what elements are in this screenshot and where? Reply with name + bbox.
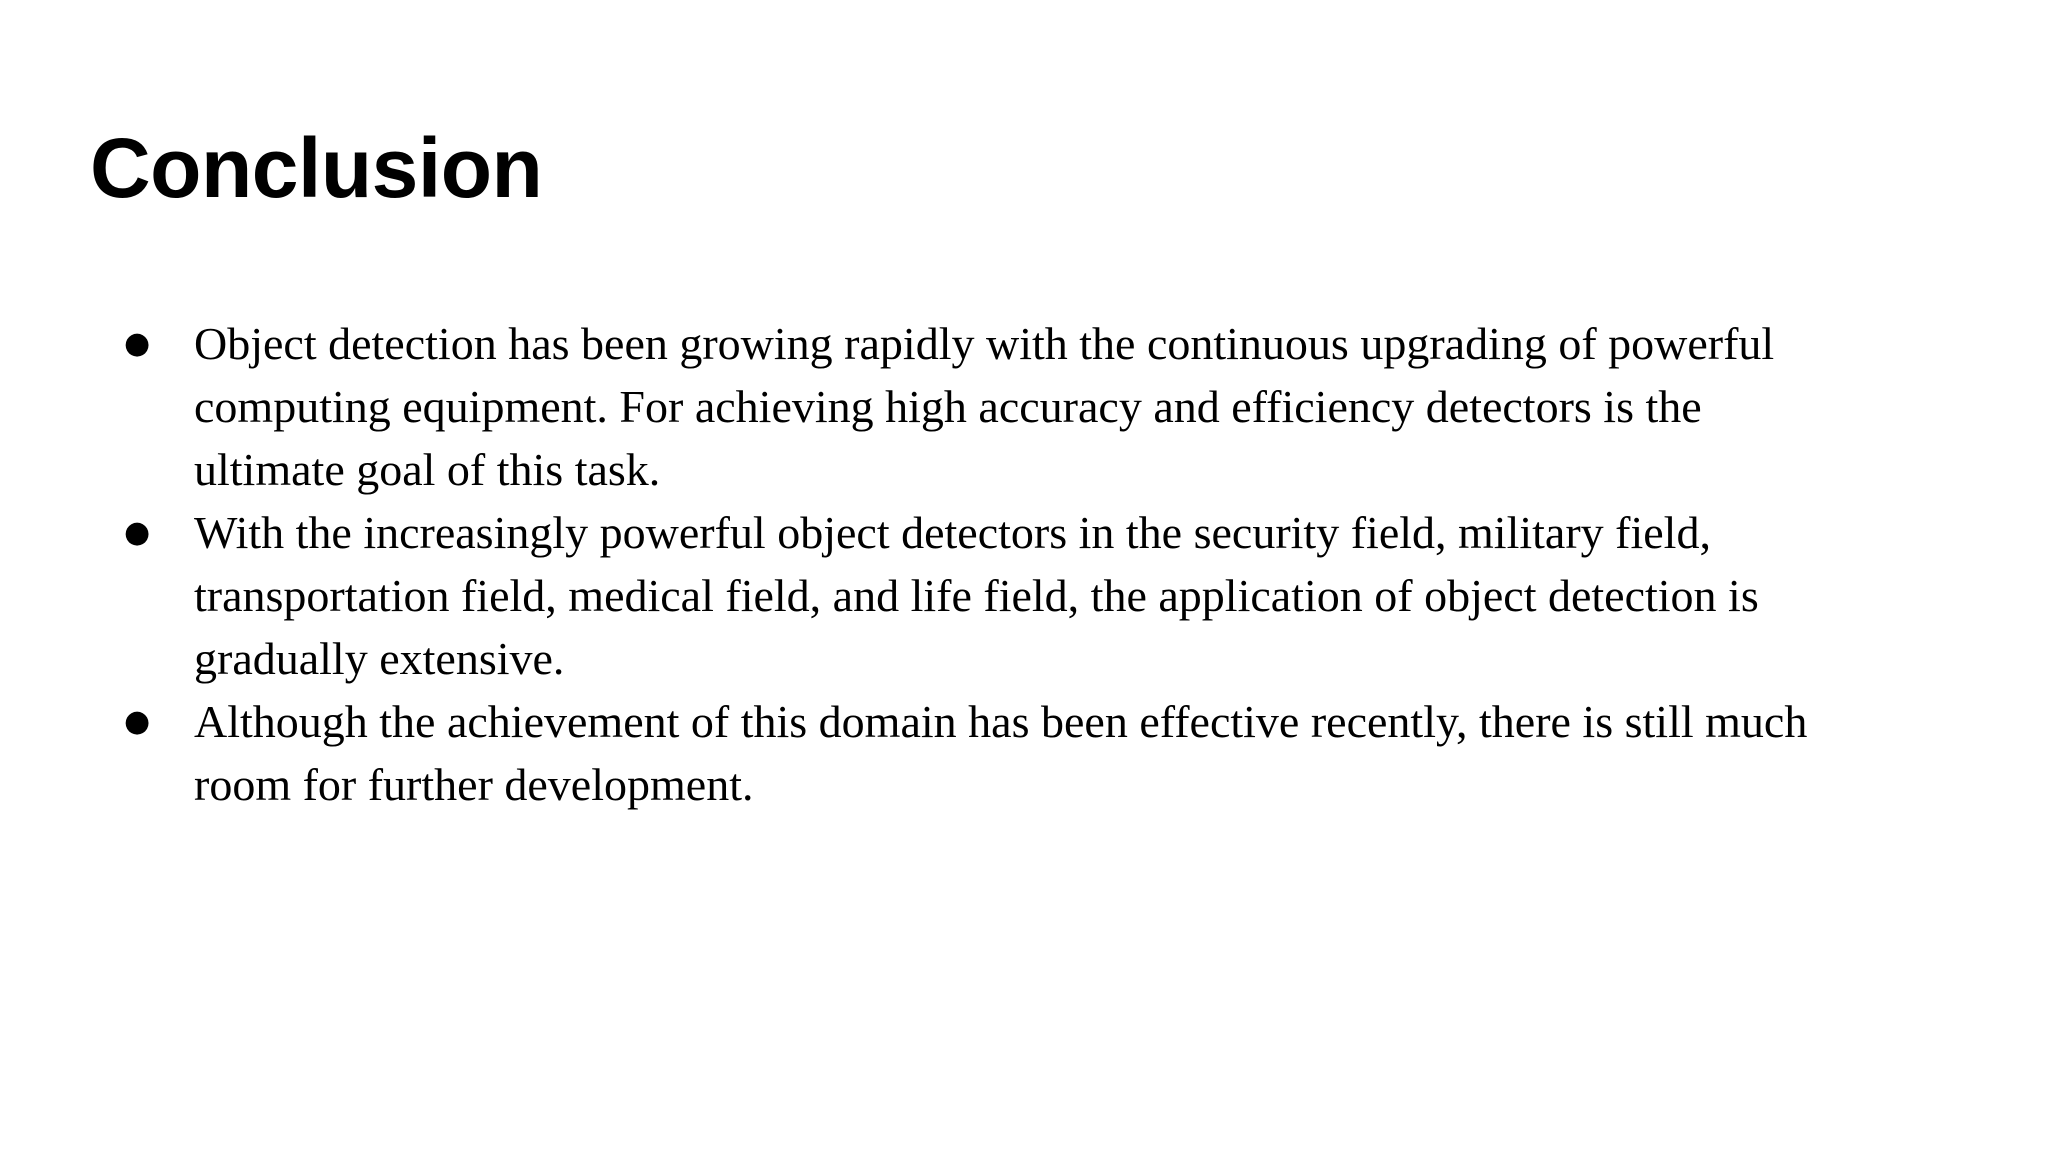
bullet-item <box>120 690 1970 816</box>
bullet-dot-icon: ● <box>124 515 151 550</box>
bullet-text-line: room for further development. <box>194 759 754 810</box>
bullet-dot-icon: ● <box>124 326 151 361</box>
bullet-text-line: computing equipment. For achieving high accuracy and efficiency detectors is the <box>194 381 1702 432</box>
bullet-text-line: Object detection has been growing rapidly with the continuous upgrading of powerful <box>194 318 1775 369</box>
slide-title: Conclusion <box>90 121 543 215</box>
bullet-text-line: gradually extensive. <box>194 633 565 684</box>
bullet-dot-icon: ● <box>124 704 151 739</box>
bullet-text-line: ultimate goal of this task. <box>194 444 661 495</box>
bullet-text-line: Although the achievement of this domain has been effective recently, there is still much <box>194 696 1808 747</box>
bullet-list <box>120 312 1970 816</box>
bullet-text-line: transportation field, medical field, and life field, the application of object detection is <box>194 570 1759 621</box>
bullet-text-line: With the increasingly powerful object detectors in the security field, military field, <box>194 507 1711 558</box>
bullet-item <box>120 501 1970 690</box>
bullet-item <box>120 312 1970 501</box>
